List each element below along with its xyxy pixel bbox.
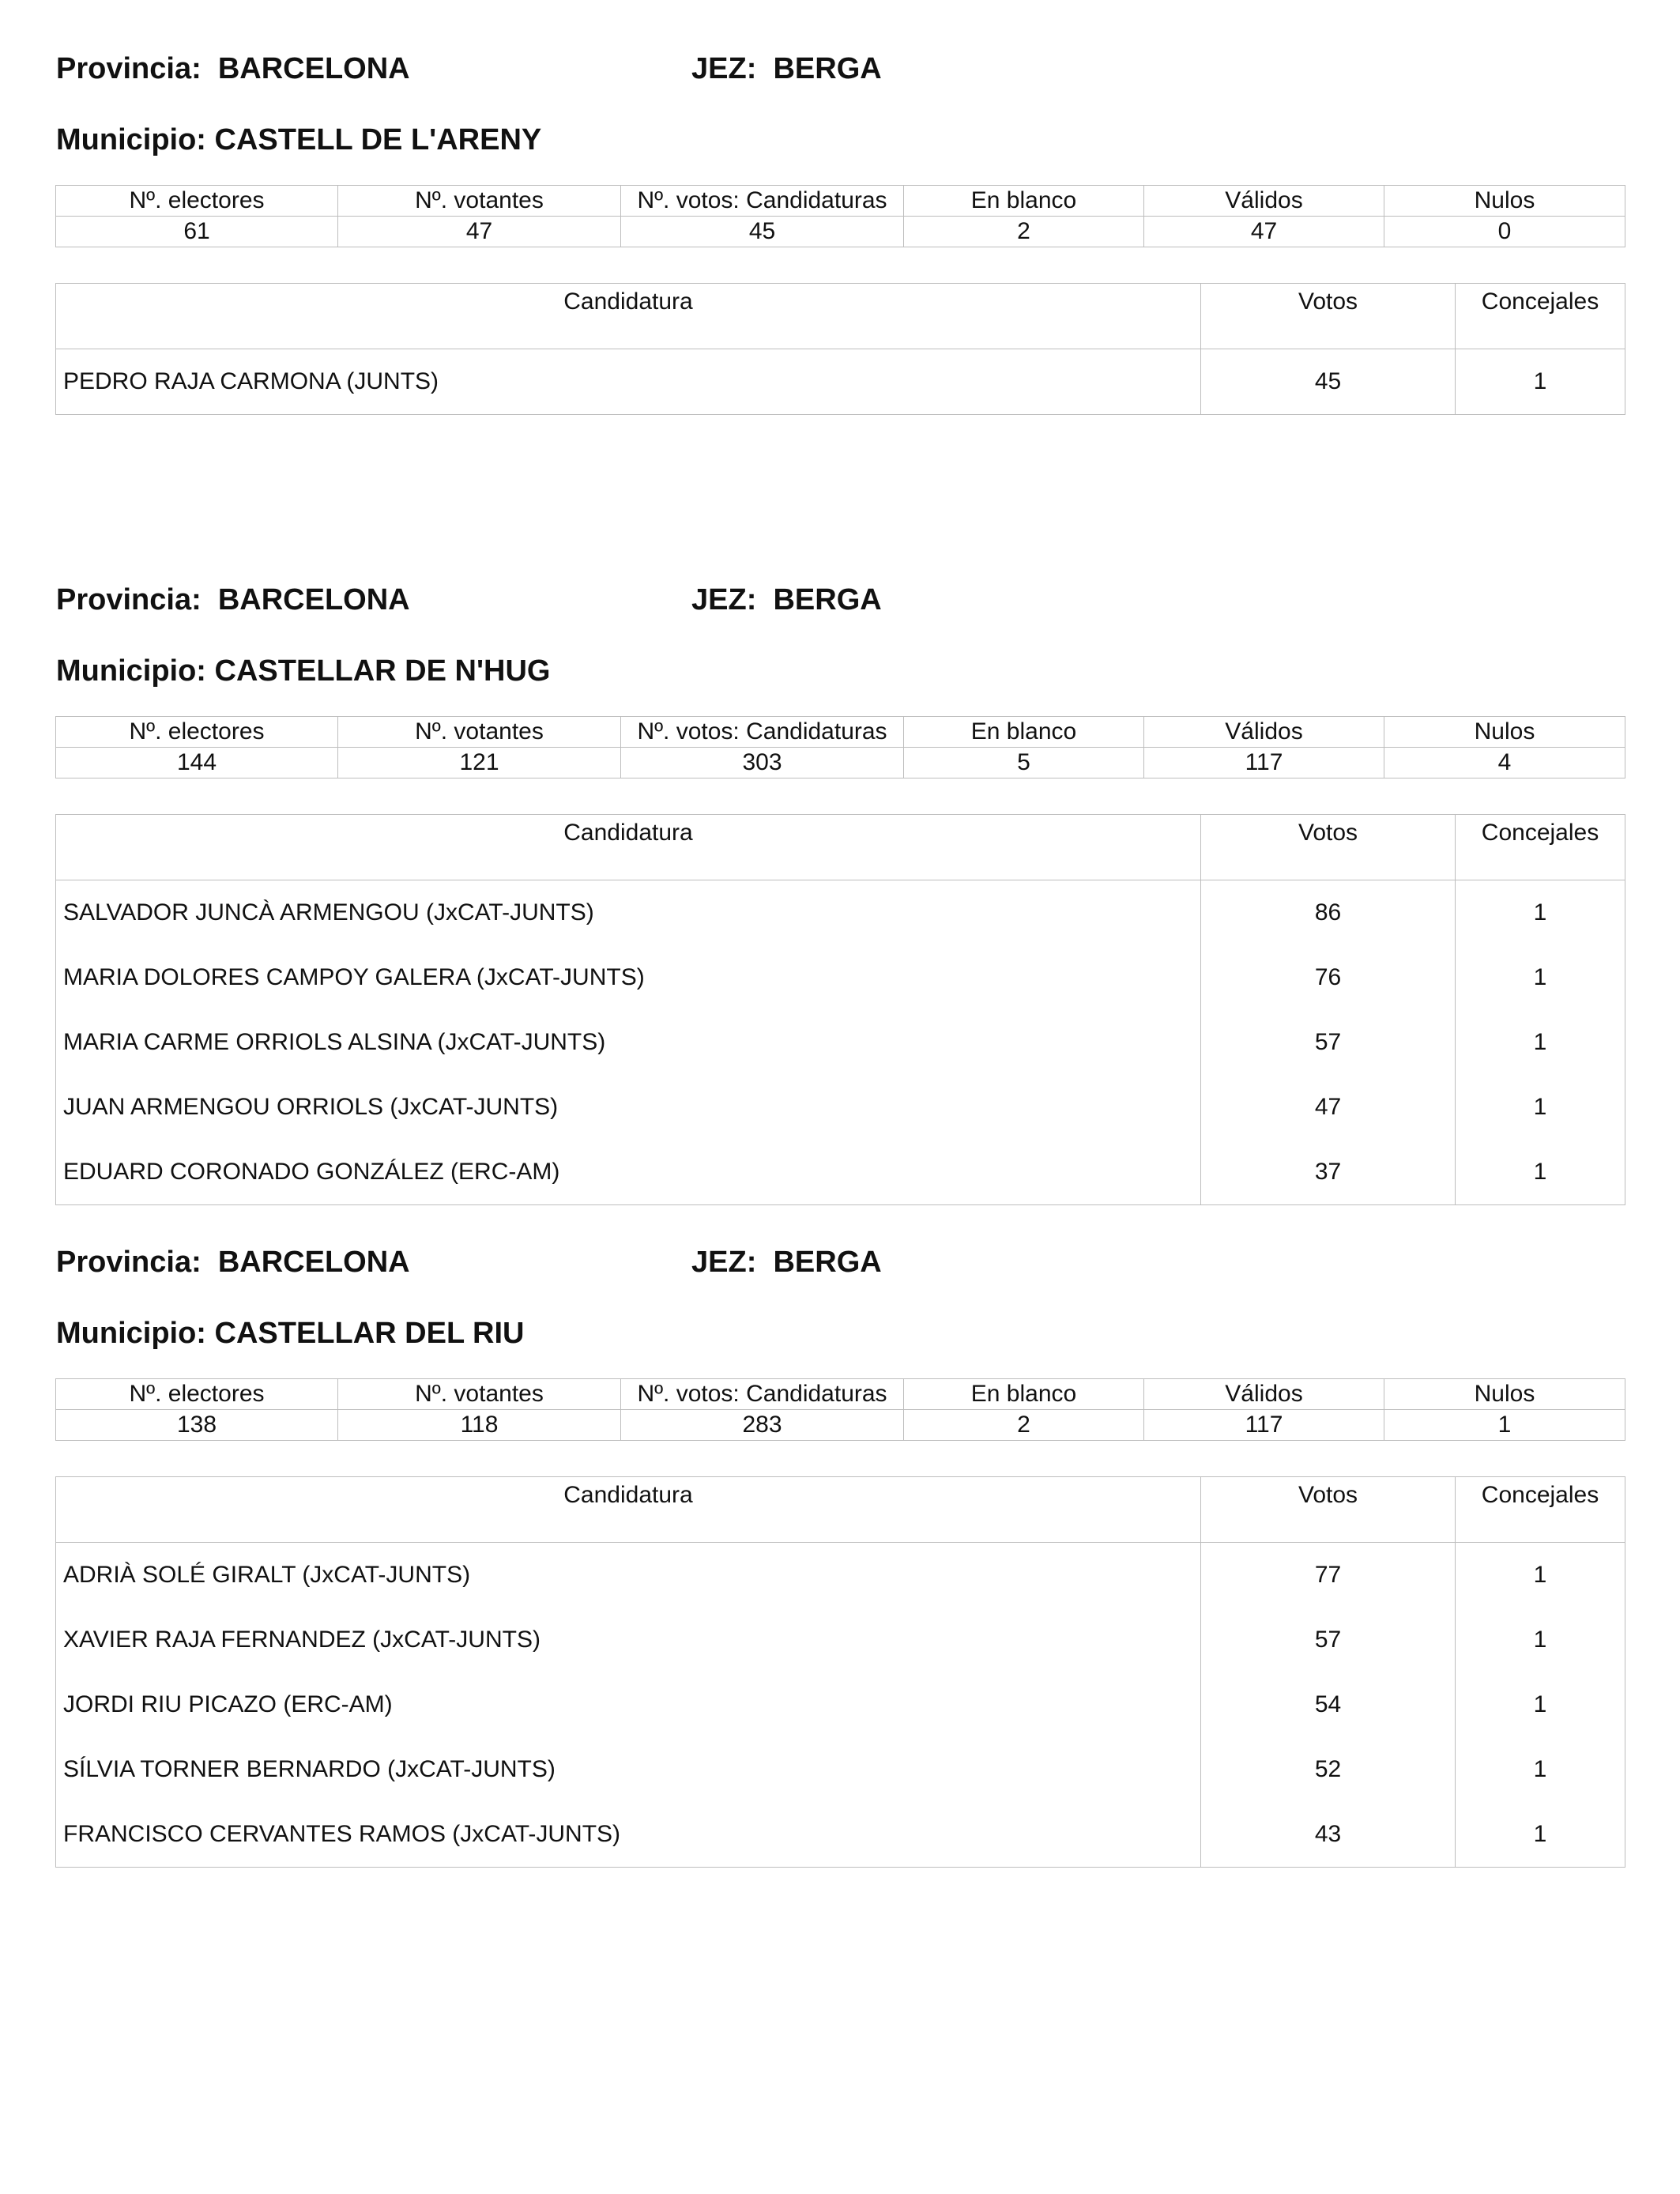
candidate-row — [56, 1543, 1625, 1608]
municipio-heading: Municipio: CASTELLAR DEL RIU — [56, 1317, 525, 1350]
stats-table — [55, 1378, 1625, 1441]
concejales-header: Concejales — [1456, 815, 1625, 880]
candidate-concejales: 1 — [1456, 1608, 1625, 1672]
candidate-name: JORDI RIU PICAZO (ERC-AM) — [56, 1672, 1201, 1737]
candidate-name: SÍLVIA TORNER BERNARDO (JxCAT-JUNTS) — [56, 1737, 1201, 1802]
candidate-name: MARIA DOLORES CAMPOY GALERA (JxCAT-JUNTS) — [56, 945, 1201, 1010]
candidatura-header: Candidatura — [56, 284, 1201, 349]
stats-value-row — [56, 217, 1625, 247]
stats-value-cell: 1 — [1384, 1410, 1625, 1441]
stats-header-cell: En blanco — [904, 717, 1144, 748]
candidate-votos: 57 — [1201, 1608, 1456, 1672]
stats-header-cell: Nº. electores — [56, 186, 338, 217]
stats-value-cell: 0 — [1384, 217, 1625, 247]
stats-value-cell: 61 — [56, 217, 338, 247]
stats-value-cell: 144 — [56, 748, 338, 778]
stats-header-cell: En blanco — [904, 1379, 1144, 1410]
candidate-concejales: 1 — [1456, 1672, 1625, 1737]
stats-value-cell: 4 — [1384, 748, 1625, 778]
stats-value-cell: 303 — [621, 748, 904, 778]
stats-header-cell: En blanco — [904, 186, 1144, 217]
stats-value-cell: 121 — [338, 748, 621, 778]
provincia-heading: Provincia: BARCELONA — [56, 583, 410, 616]
candidates-table — [55, 283, 1625, 415]
candidate-concejales: 1 — [1456, 1140, 1625, 1205]
candidate-row — [56, 1075, 1625, 1140]
candidatura-header: Candidatura — [56, 1477, 1201, 1543]
candidates-header-row — [56, 815, 1625, 880]
candidate-row — [56, 880, 1625, 946]
candidate-row — [56, 1802, 1625, 1868]
candidate-votos: 43 — [1201, 1802, 1456, 1868]
stats-header-row — [56, 186, 1625, 217]
stats-header-cell: Nº. votos: Candidaturas — [621, 717, 904, 748]
candidate-concejales: 1 — [1456, 1802, 1625, 1868]
stats-header-cell: Nulos — [1384, 186, 1625, 217]
candidate-name: ADRIÀ SOLÉ GIRALT (JxCAT-JUNTS) — [56, 1543, 1201, 1608]
municipio-heading: Municipio: CASTELL DE L'ARENY — [56, 123, 542, 156]
candidate-concejales: 1 — [1456, 1010, 1625, 1075]
stats-value-row — [56, 748, 1625, 778]
concejales-header: Concejales — [1456, 284, 1625, 349]
stats-header-cell: Nº. votantes — [338, 1379, 621, 1410]
candidate-row — [56, 1672, 1625, 1737]
candidates-table — [55, 1476, 1625, 1868]
stats-header-cell: Nulos — [1384, 717, 1625, 748]
stats-value-cell: 117 — [1144, 748, 1384, 778]
candidate-concejales: 1 — [1456, 1737, 1625, 1802]
candidate-concejales: 1 — [1456, 945, 1625, 1010]
stats-table — [55, 716, 1625, 778]
municipio-heading: Municipio: CASTELLAR DE N'HUG — [56, 654, 551, 688]
stats-value-row — [56, 1410, 1625, 1441]
stats-header-row — [56, 1379, 1625, 1410]
concejales-header: Concejales — [1456, 1477, 1625, 1543]
stats-header-cell: Válidos — [1144, 1379, 1384, 1410]
candidate-row — [56, 1140, 1625, 1205]
votos-header: Votos — [1201, 815, 1456, 880]
stats-header-cell: Válidos — [1144, 186, 1384, 217]
candidate-name: JUAN ARMENGOU ORRIOLS (JxCAT-JUNTS) — [56, 1075, 1201, 1140]
candidates-table — [55, 814, 1625, 1205]
candidate-votos: 52 — [1201, 1737, 1456, 1802]
votos-header: Votos — [1201, 284, 1456, 349]
stats-value-cell: 138 — [56, 1410, 338, 1441]
stats-header-cell: Nulos — [1384, 1379, 1625, 1410]
candidate-concejales: 1 — [1456, 880, 1625, 946]
stats-value-cell: 5 — [904, 748, 1144, 778]
stats-value-cell: 47 — [338, 217, 621, 247]
stats-value-cell: 117 — [1144, 1410, 1384, 1441]
stats-value-cell: 118 — [338, 1410, 621, 1441]
jez-heading: JEZ: BERGA — [691, 52, 882, 85]
candidate-votos: 45 — [1201, 349, 1456, 415]
candidate-votos: 77 — [1201, 1543, 1456, 1608]
candidate-concejales: 1 — [1456, 1075, 1625, 1140]
candidate-name: FRANCISCO CERVANTES RAMOS (JxCAT-JUNTS) — [56, 1802, 1201, 1868]
stats-header-cell: Nº. votos: Candidaturas — [621, 186, 904, 217]
candidate-row — [56, 1608, 1625, 1672]
jez-heading: JEZ: BERGA — [691, 1246, 882, 1279]
stats-header-cell: Nº. votantes — [338, 717, 621, 748]
candidate-row — [56, 349, 1625, 415]
candidate-name: MARIA CARME ORRIOLS ALSINA (JxCAT-JUNTS) — [56, 1010, 1201, 1075]
stats-header-row — [56, 717, 1625, 748]
stats-value-cell: 2 — [904, 217, 1144, 247]
stats-table — [55, 185, 1625, 247]
candidate-votos: 86 — [1201, 880, 1456, 946]
stats-value-cell: 47 — [1144, 217, 1384, 247]
candidate-votos: 47 — [1201, 1075, 1456, 1140]
candidate-concejales: 1 — [1456, 349, 1625, 415]
stats-value-cell: 2 — [904, 1410, 1144, 1441]
candidate-votos: 54 — [1201, 1672, 1456, 1737]
candidates-header-row — [56, 284, 1625, 349]
candidatura-header: Candidatura — [56, 815, 1201, 880]
jez-heading: JEZ: BERGA — [691, 583, 882, 616]
candidates-header-row — [56, 1477, 1625, 1543]
candidate-concejales: 1 — [1456, 1543, 1625, 1608]
candidate-name: SALVADOR JUNCÀ ARMENGOU (JxCAT-JUNTS) — [56, 880, 1201, 946]
provincia-heading: Provincia: BARCELONA — [56, 52, 410, 85]
stats-header-cell: Nº. electores — [56, 717, 338, 748]
candidate-name: EDUARD CORONADO GONZÁLEZ (ERC-AM) — [56, 1140, 1201, 1205]
votos-header: Votos — [1201, 1477, 1456, 1543]
candidate-name: XAVIER RAJA FERNANDEZ (JxCAT-JUNTS) — [56, 1608, 1201, 1672]
stats-header-cell: Válidos — [1144, 717, 1384, 748]
candidate-votos: 37 — [1201, 1140, 1456, 1205]
stats-header-cell: Nº. votos: Candidaturas — [621, 1379, 904, 1410]
candidate-votos: 57 — [1201, 1010, 1456, 1075]
candidate-row — [56, 1010, 1625, 1075]
stats-header-cell: Nº. votantes — [338, 186, 621, 217]
candidate-votos: 76 — [1201, 945, 1456, 1010]
candidate-row — [56, 1737, 1625, 1802]
candidate-row — [56, 945, 1625, 1010]
stats-header-cell: Nº. electores — [56, 1379, 338, 1410]
stats-value-cell: 45 — [621, 217, 904, 247]
stats-value-cell: 283 — [621, 1410, 904, 1441]
candidate-name: PEDRO RAJA CARMONA (JUNTS) — [56, 349, 1201, 415]
provincia-heading: Provincia: BARCELONA — [56, 1246, 410, 1279]
